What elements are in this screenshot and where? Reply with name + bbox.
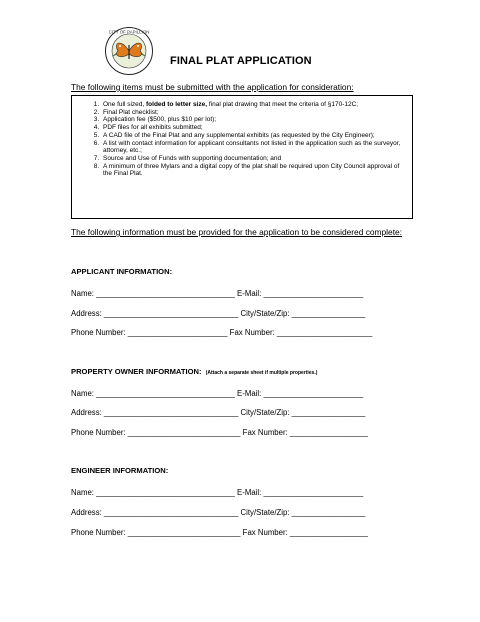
engineer-address-row: Address: _______________________________ City/State/Zip: _________________ [71, 508, 366, 517]
submission-item: 4. PDF files for all exhibits submitted; [101, 124, 404, 132]
submission-item: 6. A list with contact information for applicant consultants not listed in the application such as the surveyor, attorney, etc.; [101, 140, 404, 155]
page-title: FINAL PLAT APPLICATION [170, 55, 312, 67]
info-intro: The following information must be provided for the application to be considered complete: [71, 227, 403, 237]
submission-item: 2. Final Plat checklist; [101, 109, 404, 117]
engineer-heading: ENGINEER INFORMATION: [71, 466, 169, 475]
submission-item: 5. A CAD file of the Final Plat and any supplemental exhibits (as requested by the City Engineer); [101, 132, 404, 140]
owner-heading-line [71, 367, 317, 376]
submission-item: 7. Source and Use of Funds with supporting documentation; and [101, 155, 404, 163]
applicant-address-row: Address: _______________________________ City/State/Zip: _________________ [71, 309, 366, 318]
submission-item: 8. A minimum of three Mylars and a digital copy of the plat shall be required upon City Council approval of the Final Plat. [101, 163, 404, 178]
applicant-name-row: Name: ________________________________ E-Mail: _______________________ [71, 289, 364, 298]
owner-address-row: Address: _______________________________ City/State/Zip: _________________ [71, 408, 366, 417]
owner-name-row: Name: ________________________________ E-Mail: _______________________ [71, 389, 364, 398]
submission-item: 1. One full sized, folded to letter size, final plat drawing that meet the criteria of §170-12C; [101, 101, 404, 109]
owner-heading: PROPERTY OWNER INFORMATION: [71, 367, 202, 376]
owner-note: (Attach a separate sheet if multiple properties.) [205, 370, 318, 376]
applicant-heading: APPLICANT INFORMATION: [71, 267, 173, 276]
submission-list [72, 96, 412, 178]
svg-text:CITY OF PAPILLION: CITY OF PAPILLION [108, 29, 150, 35]
applicant-phone-row: Phone Number: _______________________ Fax Number: ______________________ [71, 328, 373, 337]
engineer-name-row: Name: ________________________________ E-Mail: _______________________ [71, 488, 364, 497]
city-seal-logo [104, 26, 154, 76]
submission-item: 3. Application fee ($500, plus $10 per lot); [101, 116, 404, 124]
engineer-phone-row: Phone Number: __________________________ Fax Number: __________________ [71, 528, 368, 537]
submission-list-box [71, 95, 413, 219]
submission-intro: The following items must be submitted with the application for consideration: [71, 82, 354, 92]
owner-phone-row: Phone Number: __________________________ Fax Number: __________________ [71, 428, 368, 437]
